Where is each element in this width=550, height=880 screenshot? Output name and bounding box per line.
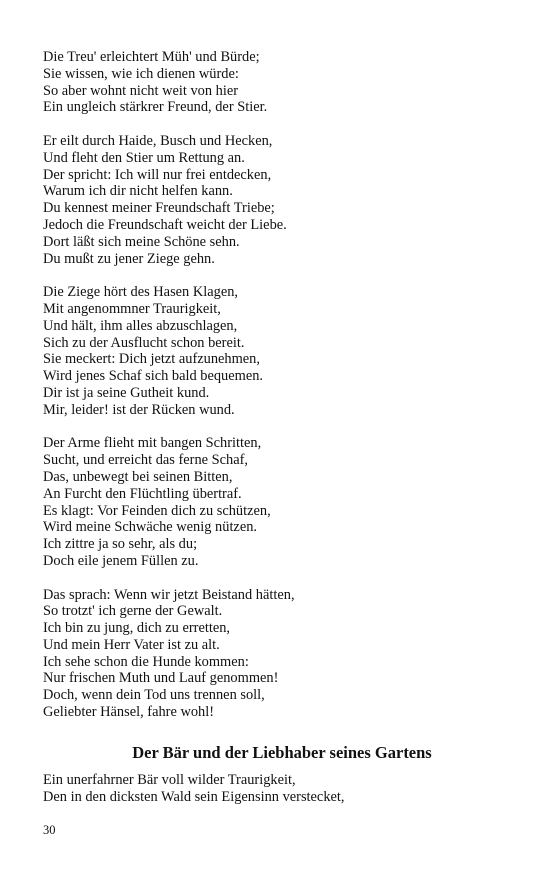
verse-line: Nur frischen Muth und Lauf genommen!: [43, 670, 279, 687]
verse-line: Mit angenommner Traurigkeit,: [43, 300, 221, 317]
poem-title: Der Bär und der Liebhaber seines Gartens: [132, 742, 432, 762]
verse-line: Das, unbewegt bei seinen Bitten,: [43, 468, 233, 485]
verse-line: An Furcht den Flüchtling übertraf.: [43, 485, 242, 502]
stanza-5: [43, 587, 513, 721]
verse-line: Und mein Herr Vater ist zu alt.: [43, 636, 220, 653]
verse-line: Warum ich dir nicht helfen kann.: [43, 183, 233, 200]
verse-line: Und fleht den Stier um Rettung an.: [43, 149, 245, 166]
stanza-6: [43, 772, 513, 806]
verse-line: Es klagt: Vor Feinden dich zu schützen,: [43, 502, 271, 519]
verse-line: Sucht, und erreicht das ferne Schaf,: [43, 452, 248, 469]
verse-line: Doch eile jenem Füllen zu.: [43, 552, 199, 569]
verse-line: Du kennest meiner Freundschaft Triebe;: [43, 200, 275, 217]
verse-line: Jedoch die Freundschaft weicht der Liebe.: [43, 216, 287, 233]
verse-line: Dort läßt sich meine Schöne sehn.: [43, 233, 240, 250]
verse-line: Ich zittre ja so sehr, als du;: [43, 536, 198, 553]
verse-line: Er eilt durch Haide, Busch und Hecken,: [43, 132, 273, 149]
stanza-4: [43, 435, 513, 569]
verse-line: Die Ziege hört des Hasen Klagen,: [43, 284, 239, 301]
verse-line: Du mußt zu jener Ziege gehn.: [43, 250, 215, 267]
verse-line: Ich sehe schon die Hunde kommen:: [43, 653, 249, 670]
verse-line: Wird meine Schwäche wenig nützen.: [43, 519, 258, 536]
verse-line: Sie meckert: Dich jetzt aufzunehmen,: [43, 351, 260, 368]
verse-line: Ich bin zu jung, dich zu erretten,: [43, 620, 231, 637]
verse-line: Den in den dicksten Wald sein Eigensinn verstecket,: [43, 788, 345, 805]
verse-line: Der Arme flieht mit bangen Schritten,: [43, 435, 262, 452]
verse-line: Die Treu' erleichtert Müh' und Bürde;: [43, 49, 260, 65]
stanza-3: [43, 284, 513, 418]
verse-line: Ein ungleich stärkrer Freund, der Stier.: [43, 99, 268, 116]
verse-line: So aber wohnt nicht weit von hier: [43, 82, 239, 99]
verse-line: Sie wissen, wie ich dienen würde:: [43, 65, 239, 82]
verse-line: So trotzt' ich gerne der Gewalt.: [43, 603, 223, 620]
page-number: 30: [43, 823, 56, 837]
verse-line: Dir ist ja seine Gutheit kund.: [43, 384, 210, 401]
verse-line: Ein unerfahrner Bär voll wilder Traurigkeit,: [43, 771, 296, 788]
verse-line: Doch, wenn dein Tod uns trennen soll,: [43, 687, 265, 704]
verse-line: Und hält, ihm alles abzuschlagen,: [43, 317, 238, 334]
verse-line: Der spricht: Ich will nur frei entdecken,: [43, 166, 272, 183]
stanza-2: [43, 133, 513, 267]
verse-line: Mir, leider! ist der Rücken wund.: [43, 401, 235, 418]
verse-line: Sich zu der Ausflucht schon bereit.: [43, 334, 245, 351]
verse-line: Das sprach: Wenn wir jetzt Beistand hätten,: [43, 586, 295, 603]
page-body: [43, 49, 513, 822]
verse-line: Wird jenes Schaf sich bald bequemen.: [43, 368, 264, 385]
verse-line: Geliebter Hänsel, fahre wohl!: [43, 704, 215, 721]
stanza-1: [43, 49, 513, 116]
